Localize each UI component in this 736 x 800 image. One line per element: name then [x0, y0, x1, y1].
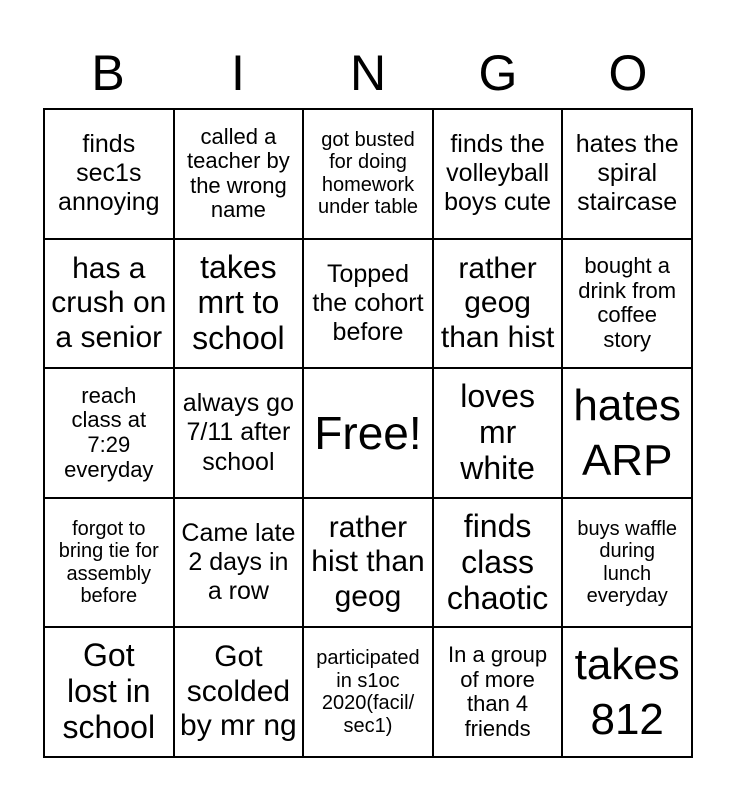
cell-text: bought a drink from coffee story: [578, 253, 677, 353]
bingo-cell[interactable]: [45, 240, 175, 370]
cell-text: finds the volleyball boys cute: [444, 129, 552, 217]
header-letter-o: O: [608, 45, 648, 101]
bingo-cell[interactable]: [304, 499, 434, 629]
cell-text: Got scolded by mr ng: [180, 640, 297, 743]
bingo-cell[interactable]: [563, 110, 693, 240]
bingo-cell[interactable]: [434, 499, 564, 629]
bingo-cell[interactable]: [434, 628, 564, 758]
bingo-cell[interactable]: [563, 240, 693, 370]
cell-text: got busted for doing homework under table: [317, 129, 419, 219]
bingo-cell[interactable]: [563, 628, 693, 758]
bingo-cell[interactable]: [304, 628, 434, 758]
cell-text: reach class at 7:29 everyday: [64, 382, 154, 482]
bingo-cell[interactable]: [304, 240, 434, 370]
bingo-cell[interactable]: [434, 110, 564, 240]
cell-text: has a crush on a senior: [51, 251, 167, 354]
bingo-cell[interactable]: [563, 369, 693, 499]
cell-text: Topped the cohort before: [312, 259, 424, 347]
cell-text: finds class chaotic: [446, 507, 549, 616]
bingo-header: [43, 38, 693, 108]
cell-text: participated in s1oc 2020(facil/ sec1): [316, 647, 420, 737]
cell-text: hates the spiral staircase: [575, 129, 679, 217]
bingo-cell[interactable]: [563, 499, 693, 629]
bingo-cell[interactable]: [175, 240, 305, 370]
header-letter-i: I: [231, 45, 245, 101]
bingo-cell[interactable]: [45, 369, 175, 499]
header-letter-g: G: [478, 45, 518, 101]
bingo-board: [43, 108, 693, 758]
cell-text: hates ARP: [573, 380, 682, 485]
cell-text: takes 812: [574, 640, 680, 745]
header-letter-b: B: [91, 45, 125, 101]
cell-text: Came late 2 days in a row: [181, 518, 296, 606]
cell-text: rather hist than geog: [311, 510, 425, 613]
bingo-cell[interactable]: [434, 240, 564, 370]
bingo-cell[interactable]: [175, 628, 305, 758]
bingo-cell[interactable]: [175, 110, 305, 240]
cell-text: forgot to bring tie for assembly before: [58, 517, 159, 607]
cell-text: finds sec1s annoying: [58, 129, 160, 217]
cell-text: buys waffle during lunch everyday: [577, 517, 678, 607]
header-letter-n: N: [349, 45, 387, 101]
cell-text: always go 7/11 after school: [182, 389, 294, 476]
bingo-cell[interactable]: [175, 369, 305, 499]
free-space[interactable]: [304, 369, 434, 499]
cell-text: In a group of more than 4 friends: [448, 641, 548, 741]
bingo-cell[interactable]: [45, 110, 175, 240]
cell-text: takes mrt to school: [192, 248, 285, 357]
bingo-cell[interactable]: [45, 628, 175, 758]
cell-text: loves mr white: [460, 378, 535, 486]
bingo-cell[interactable]: [45, 499, 175, 629]
free-space-text: Free!: [314, 406, 422, 459]
bingo-cell[interactable]: [434, 369, 564, 499]
bingo-cell[interactable]: [175, 499, 305, 629]
cell-text: rather geog than hist: [440, 251, 555, 354]
cell-text: called a teacher by the wrong name: [187, 123, 290, 223]
cell-text: Got lost in school: [62, 637, 156, 746]
bingo-cell[interactable]: [304, 110, 434, 240]
